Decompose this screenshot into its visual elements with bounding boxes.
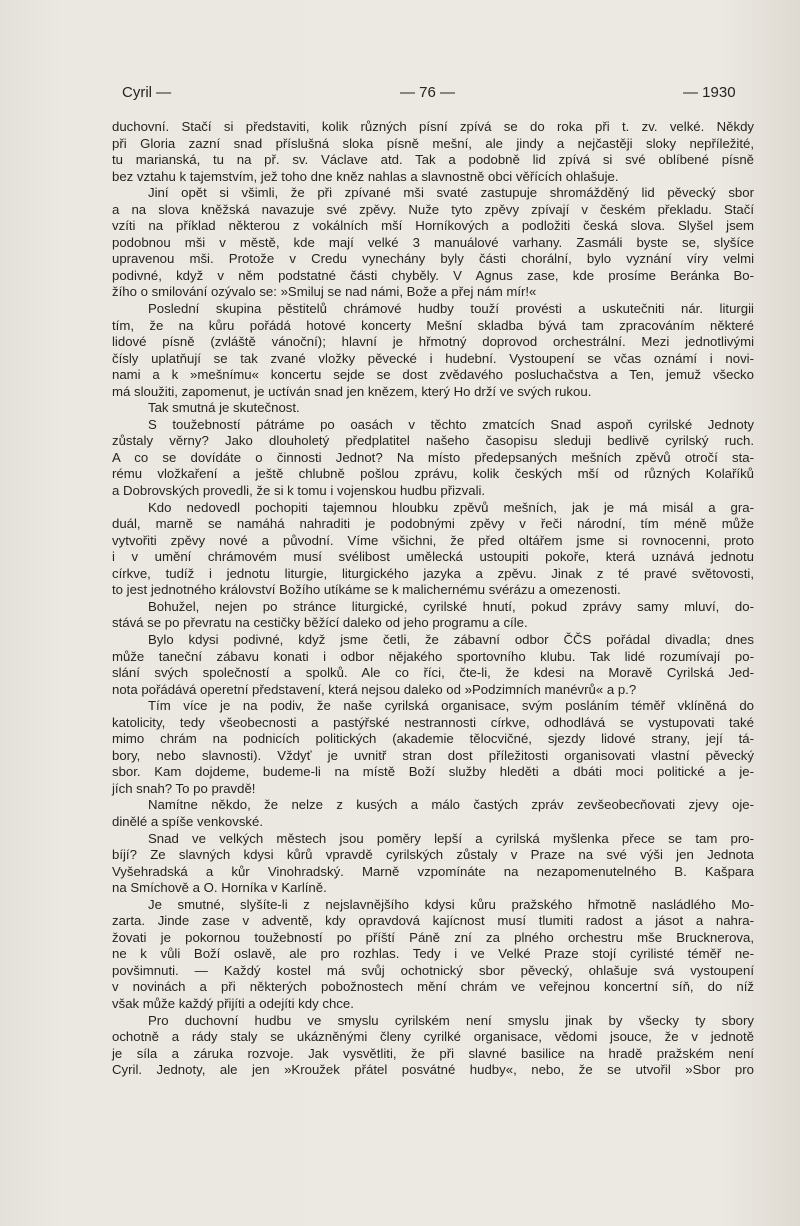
text-line: je síla a záruka rozvoje. Jak vysvětliti, že při slavné basilice na hradě pražském není xyxy=(112,1045,754,1061)
text-line: má sloužiti, zapomenut, je uctíván snad jen knězem, který Ho drží ve svých rukou. xyxy=(112,383,592,399)
text-line: nami a k »mešnímu« koncertu sejde se dost zvědavého posluchačstva a Ten, jemuž všecko xyxy=(112,367,754,383)
text-line: S toužebností pátráme po oasách v těchto zmatcích Snad aspoň cyrilské Jednoty xyxy=(148,416,754,432)
text-line: žího o smilování ozývalo se: »Smiluj se nad námi, Bože a přej nám mír!« xyxy=(112,284,537,300)
text-line: tu marianská, tu na př. sv. Václave atd. Tak a podobně lid zpívá si své oblíbené písně xyxy=(112,152,754,168)
text-line: Snad ve velkých městech jsou poměry lepší a cyrilská myšlenka přece se tam pro- xyxy=(148,830,754,846)
paragraph xyxy=(112,831,754,897)
page-number: — 76 — xyxy=(400,84,456,101)
text-line: jích snah? To po pravdě! xyxy=(112,780,256,796)
text-line: ochotně a rády staly se ukázněnými členy cyrilké organisace, vědomi jsouce, že v jednotě xyxy=(112,1029,754,1045)
text-line: církve, tudíž i jednotu liturgie, liturgického jazyka a zpěvu. Jinak z té pravé světovosti, xyxy=(112,565,754,581)
text-line: lidové písně (zvláště vánoční); hlavní je hřmotný doprovod orchestrální. Mezi jednotlivými xyxy=(112,334,754,350)
text-line: upravenou mši. Protože v Credu vynechány byly části chorální, bylo vyznání víry velmi xyxy=(112,251,754,267)
text-line: Pro duchovní hudbu ve smyslu cyrilském není smyslu jinak by všecky ty sbory xyxy=(148,1012,754,1028)
text-line: bez vztahu k tajemstvím, jež toho dne kněz nahlas a slavnostně obci věřících ohlašuje. xyxy=(112,168,619,184)
text-line: Kdo nedovedl pochopiti tajemnou hloubku zpěvů mešních, jak je má misál a gra- xyxy=(148,499,754,515)
text-line: tím, že na kůru pořádá hotové koncerty Mešní skladba bývá tam zpracováním některé xyxy=(112,317,754,333)
text-line: Poslední skupina pěstitelů chrámové hudby touží provésti a uskutečniti nár. liturgii xyxy=(148,301,754,317)
text-line: duál, marně se namáhá nahraditi je podobnými zpěvy v řeči národní, tím méně může xyxy=(112,516,754,532)
header-year: — 1930 xyxy=(683,84,736,101)
paragraph xyxy=(112,119,754,185)
text-line: a Dobrovských provedli, že si k tomu i vojenskou hudbu přizvali. xyxy=(112,483,486,499)
text-line: může taneční zábavu konati i odbor nějakého sportovního klubu. Tak lidé rozumívají po- xyxy=(112,648,754,664)
text-line: zarta. Jinde zase v adventě, kdy opravdová kajícnost musí tlumiti radost a jásot a nahra- xyxy=(112,913,754,929)
text-line: rému vložkaření a ještě chlubně pošlou zprávu, kolik českých mší od různých Kolaříků xyxy=(112,466,754,482)
text-line: zůstaly věrny? Jako dlouholetý předplatitel našeho časopisu sleduji bedlivě cyrilský ruch. xyxy=(112,433,754,449)
header-journal-title: Cyril — xyxy=(122,84,172,101)
text-line: nota pořádává operetní představení, která nejsou daleko od »Podzimních manévrů« a p.? xyxy=(112,681,637,697)
text-line: povšimnuti. — Každý kostel má svůj ochotnický sbor pěvecký, ohlašuje svá vystoupení xyxy=(112,962,754,978)
text-line: při Gloria zazní snad příslušná sloka písně mešní, ale jindy a nejčastěji sloky nepříležité, xyxy=(112,135,754,151)
text-line: žovati je pokornou toužebností po příští Páně zní za plného orchestru mše Brucknerova, xyxy=(112,929,754,945)
paragraph xyxy=(112,1013,754,1079)
text-line: na Smíchově a O. Horníka v Karlíně. xyxy=(112,880,327,896)
text-line: sbor. Kam dojdeme, budeme-li na místě Boží služby hleděti a dbáti moci politické a je- xyxy=(112,764,754,780)
text-line: slání svých společností a spolků. Ale co říci, čte-li, že kdesi na Moravě Cyrilská Jed- xyxy=(112,665,754,681)
text-line: ne k vůli Boží oslavě, ale pro rozhlas. Tedy i ve Velké Praze stojí cyrilisté téměř ne- xyxy=(112,946,754,962)
paragraph xyxy=(112,400,754,417)
text-line: stává se po převratu na cestičky běžící daleko od jeho programu a cíle. xyxy=(112,615,528,631)
running-header xyxy=(0,84,800,106)
text-line: katolicity, tedy všeobecnosti a pastýřské nestrannosti církve, odhodlává se vystupovati také xyxy=(112,714,754,730)
paragraph xyxy=(112,897,754,1013)
article-body xyxy=(112,119,754,1079)
text-line: bory, nebo slavnosti). Vždyť je uvnitř stran dost příležitosti organisovati vlastní pěvecký xyxy=(112,747,754,763)
text-line: vzíti na příklad některou z vokálních mší Horníkových a podložiti česká slova. Slyšel jsem xyxy=(112,218,754,234)
paragraph xyxy=(112,599,754,632)
paragraph xyxy=(112,500,754,599)
text-line: podobnou mši v městě, kde mají velké 3 manuálové varhany. Zasmáli byste se, slyšíce xyxy=(112,234,754,250)
text-line: A co se dovídáte o činnosti Jednot? Na místo předepsaných mešních zpěvů otročí sta- xyxy=(112,449,754,465)
text-line: Vyšehradská a kůr Vinohradský. Marně vzpomínáte na nezapomenutelného B. Kašpara xyxy=(112,863,754,879)
text-line: bíjí? Ze slavných kdysi kůrů vpravdě cyrilských zůstaly v Praze na své výši jen Jednota xyxy=(112,847,754,863)
text-line: to jest jednotného království Božího utíkáme se k malichernému svérázu a omezenosti. xyxy=(112,582,621,598)
text-line: duchovní. Stačí si představiti, kolik různých písní zpívá se do roka při t. zv. velké. Někdy xyxy=(112,119,754,134)
text-line: Bohužel, nejen po stránce liturgické, cyrilské hnutí, pokud zprávy samy mluví, do- xyxy=(148,598,754,614)
text-line: i v umění chrámovém musí svélibost umělecká ustoupiti pokoře, která uznává jednotu xyxy=(112,549,754,565)
text-line: Tím více je na podiv, že naše cyrilská organisace, svým posláním téměř vklíněná do xyxy=(148,698,754,714)
text-line: Je smutné, slyšíte-li z nejslavnějšího kdysi kůru pražského hřmotně nasládlého Mo- xyxy=(148,896,754,912)
paragraph xyxy=(112,698,754,797)
text-line: Tak smutná je skutečnost. xyxy=(148,400,300,416)
text-line: v novinách a při některých pobožnostech mění chrám ve veřejnou koncertní síň, do níž xyxy=(112,979,754,995)
text-line: a na slova kněžská navazuje své zpěvy. Nuže tyto zpěvy zpívají v českém překladu. Stačí xyxy=(112,201,754,217)
paragraph xyxy=(112,185,754,301)
paragraph xyxy=(112,417,754,500)
paragraph xyxy=(112,301,754,400)
text-line: Cyril. Jednoty, ale jen »Kroužek přátel posvátné hudby«, nebo, že se utvořil »Sbor pro xyxy=(112,1062,754,1078)
text-line: vytvořiti zpěvy nové a původní. Víme všichni, že před oltářem jsme si rovnocenni, proto xyxy=(112,532,754,548)
text-line: dinělé a spíše venkovské. xyxy=(112,813,264,829)
paragraph xyxy=(112,797,754,830)
text-line: Bylo kdysi podivné, když jsme četli, že zábavní odbor ČČS pořádal divadla; dnes xyxy=(148,631,754,647)
text-line: mimo chrám na podnicích politických (akademie tělocvičné, sjezdy lidové strany, její tá- xyxy=(112,731,754,747)
text-line: však může každý přijíti a odejíti kdy chce. xyxy=(112,995,354,1011)
text-line: čísly uplatňují se tak zvané vložky pěvecké i hudební. Vystoupení se včas oznámí i novi- xyxy=(112,350,754,366)
text-line: podivné, když v něm podstatné části chyběly. V Agnus zase, kde prosíme Beránka Bo- xyxy=(112,267,754,283)
paragraph xyxy=(112,632,754,698)
text-line: Jiní opět si všimli, že při zpívané mši svaté zastupuje shromážděný lid pěvecký sbor xyxy=(148,185,754,201)
text-line: Namítne někdo, že nelze z kusých a málo častých zpráv zevšeobecňovati zjevy oje- xyxy=(148,797,754,813)
